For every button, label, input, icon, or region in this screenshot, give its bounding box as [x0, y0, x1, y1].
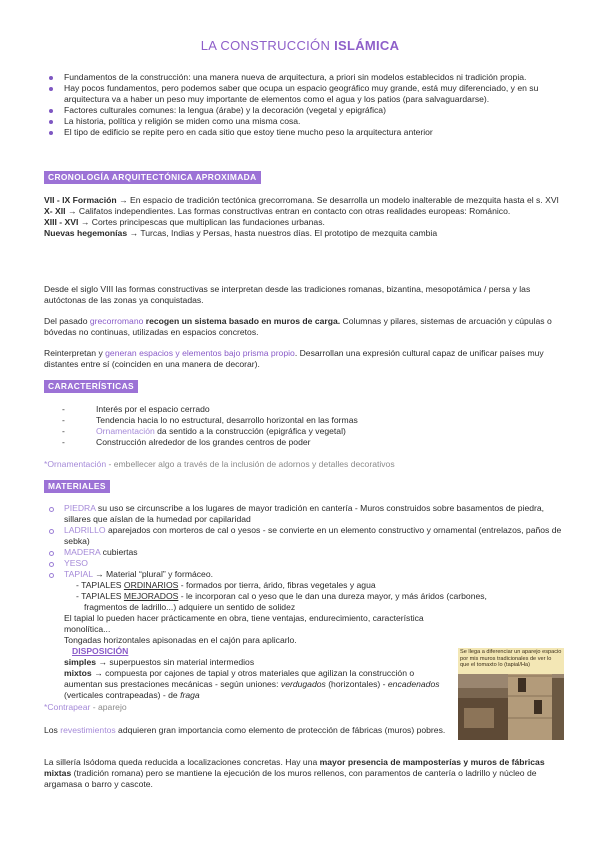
intro-bullet: Hay pocos fundamentos, pero podemos saber que ocupa un espacio geográfico muy grande, está muy diferenciado, y en su arquitectura va a haber un peso muy importante de elementos como el agua y los patios (para salvaguardarse).: [44, 83, 564, 105]
material-text: cubiertas: [100, 547, 138, 557]
bold-text: simples: [64, 657, 97, 667]
cronologia-row: [44, 217, 564, 228]
note-definition: - embellecer algo a través de la inclusión de adornos y detalles decorativos: [106, 459, 395, 469]
row-label: VII - IX Formación: [44, 195, 117, 205]
row-text: → Califatos independientes. Las formas constructivas entran en contacto con otras realidades europeas: Románico.: [65, 206, 511, 216]
intro-section: [44, 72, 564, 138]
disposicion-simples: [64, 657, 452, 668]
italic-text: encadenados: [387, 679, 440, 689]
text-run: - TAPIALES: [76, 591, 124, 601]
paragraph-text: [44, 348, 564, 370]
section-heading-caracteristicas: CARACTERÍSTICAS: [44, 380, 138, 393]
cronologia-paragraph-2: [44, 316, 564, 338]
text-run: . Desarrollan una expresión cultural capaz de unificar países muy distantes entre sí (coinciden en una manera de decorar).: [44, 348, 544, 369]
italic-text: fraga: [180, 690, 200, 700]
caracteristicas-list-wrap: [44, 404, 564, 448]
materiales-list: [44, 503, 564, 580]
material-text: → Material “plural” y formáceo.: [92, 569, 214, 579]
row-text: → En espacio de tradición tectónica grecorromana. Se desarrolla un modelo inalterable de mezquita hasta el s. XVI: [116, 195, 559, 205]
section-heading-cronologia: CRONOLOGÍA ARQUITECTÓNICA APROXIMADA: [44, 171, 261, 184]
section-heading-materiales: MATERIALES: [44, 480, 110, 493]
row-label: X- XII: [44, 206, 66, 216]
paragraph-text: [44, 316, 564, 338]
bold-text: mayor presencia de mamposterías y muros de fábricas mixtas: [44, 757, 545, 778]
intro-bullet: Factores culturales comunes: la lengua (árabe) y la decoración (vegetal y epigráfica): [44, 105, 564, 116]
row-label: XIII - XVI: [44, 217, 79, 227]
paragraph-text: Tongadas horizontales apisonadas en el cajón para aplicarlo.: [64, 635, 297, 645]
text-run: Columnas y pilares, sistemas de arcuación y cúpulas o bóvedas no continuas, utilizadas en espacios concretos.: [44, 316, 552, 337]
note-term: *Ornamentación: [44, 459, 107, 469]
cronologia-row: [44, 206, 564, 217]
paragraph-text: El tapial lo pueden hacer prácticamente en obra, tiene ventajas, endurecimiento, característica monolítica...: [64, 613, 424, 634]
text-run: (tradición romana) pero se mantiene la ejecución de los muros rellenos, con paramentos de cantería o ladrillo y núcleo de argamasa o barro y cascote.: [44, 768, 537, 789]
disposicion-heading-wrap: [72, 646, 452, 657]
text-run: (horizontales) -: [325, 679, 388, 689]
text-run: - formados por tierra, árido, fibras vegetales y agua: [178, 580, 376, 590]
material-text: aparejados con morteros de cal o yesos - se convierte en un elemento constructivo y ornamental (entrelazos, paños de sebka): [64, 525, 562, 546]
ornamentacion-note: [44, 459, 564, 470]
underlined-text: ORDINARIOS: [123, 580, 179, 590]
page-title: [0, 40, 600, 51]
item-text: Interés por el espacio cerrado: [96, 404, 210, 414]
material-item-piedra: [44, 503, 564, 525]
underlined-text: MEJORADOS: [123, 591, 179, 601]
title-main: LA CONSTRUCCIÓN: [200, 38, 331, 53]
row-label: Nuevas hegemonías: [44, 228, 128, 238]
intro-list: [44, 72, 564, 138]
cronologia-paragraph-3: [44, 348, 564, 370]
cronologia-paragraph-1: [44, 284, 564, 306]
caracteristica-item: [44, 415, 564, 426]
text-run: adquieren gran importancia como elemento de protección de fábricas (muros) pobres.: [115, 725, 446, 735]
title-accent: ISLÁMICA: [334, 38, 400, 53]
text-run: → superpuestos sin material intermedios: [96, 657, 255, 667]
disposicion-body: [64, 657, 452, 701]
item-text: da sentido a la construcción (epigráfica y vegetal): [154, 426, 346, 436]
material-item-yeso: [44, 558, 564, 569]
italic-text: verdugados: [280, 679, 326, 689]
material-name: MADERA: [64, 547, 101, 557]
item-text: Construcción alrededor de los grandes centros de poder: [96, 437, 311, 447]
tapial-notes: [64, 613, 464, 646]
highlight-text: grecorromano: [89, 316, 144, 326]
row-text: → Turcas, Indias y Persas, hasta nuestros días. El prototipo de mezquita cambia: [127, 228, 438, 238]
caracteristica-item: [44, 404, 564, 415]
material-item-ladrillo: [44, 525, 564, 547]
highlight-text: generan espacios y elementos bajo prisma propio: [105, 348, 295, 358]
material-name: YESO: [64, 558, 88, 568]
cronologia-rows: [44, 195, 564, 239]
text-run: La sillería Isódoma queda reducida a localizaciones concretas. Hay una: [44, 757, 320, 767]
caracteristica-item: [44, 426, 564, 437]
material-name: LADRILLO: [64, 525, 106, 535]
tapial-subtype: [76, 580, 500, 591]
text-run: - TAPIALES: [76, 580, 124, 590]
text-run: - le incorporan cal o yeso que le dan una dureza mayor, y más áridos (carbones, fragmentos de ladrillo...) adquiere un sentido de solidez: [84, 591, 487, 612]
item-text: Tendencia hacia lo no estructural, desarrollo horizontal en las formas: [96, 415, 358, 425]
note-text: [44, 459, 564, 470]
note-definition: - aparejo: [90, 702, 127, 712]
paragraph-text: Desde el siglo VIII las formas constructivas se interpretan desde las tradiciones romanas, bizantina, mesopotámica / persa y las autóctonas de las zonas ya conquistadas.: [44, 284, 531, 305]
row-text: → Cortes principescas que multiplican las fundaciones urbanas.: [78, 217, 325, 227]
disposicion-heading: DISPOSICIÓN: [72, 646, 129, 656]
paragraph-text: [44, 725, 564, 736]
highlight-text: revestimientos: [60, 725, 116, 735]
disposicion-mixtos: [64, 668, 452, 701]
intro-bullet: La historia, política y religión se miden como una misma cosa.: [44, 116, 564, 127]
caracteristica-item: [44, 437, 564, 448]
material-text: su uso se circunscribe a los lugares de mayor tradición en cantería - Muros construidos sobre basamentos de piedra, sillares que aíslan de la humedad por capilaridad: [64, 503, 545, 524]
silleria-paragraph: [44, 757, 564, 790]
revestimientos-paragraph: [44, 725, 564, 736]
tapial-subtypes: [76, 580, 500, 613]
material-item-tapial: [44, 569, 564, 580]
text-run: Los: [44, 725, 61, 735]
bold-text: mixtos: [64, 668, 92, 678]
material-item-madera: [44, 547, 564, 558]
paragraph-text: [44, 757, 564, 790]
tapial-subtype: [76, 591, 500, 613]
text-run: → compuesta por cajones de tapial y otros materiales que agilizan la construcción o aumentan sus prestaciones mecánicas - según uniones:: [64, 668, 415, 689]
intro-bullet: El tipo de edificio se repite pero en cada sitio que estoy tiene mucho peso la arquitectura anterior: [44, 127, 564, 138]
photo-caption: Se llega a diferenciar un aparejo espacio por mis muros tradicionales de ver lo que el tomaxto lo (tapial/Ha): [458, 648, 564, 674]
material-name: TAPIAL: [64, 569, 93, 579]
caracteristicas-list: [44, 404, 564, 448]
text-run: (verticales contrapeadas) - de: [64, 690, 181, 700]
text-run: Reinterpretan y: [44, 348, 106, 358]
note-term: *Contrapear: [44, 702, 91, 712]
text-run: Del pasado: [44, 316, 90, 326]
material-name: PIEDRA: [64, 503, 96, 513]
cronologia-row: [44, 228, 564, 239]
intro-bullet: Fundamentos de la construcción: una manera nueva de arquitectura, a priori sin modelos establecidos ni tradición propia.: [44, 72, 564, 83]
cronologia-row: [44, 195, 564, 206]
bold-text: recogen un sistema basado en muros de carga.: [143, 316, 341, 326]
highlight-text: Ornamentación: [96, 426, 155, 436]
materiales-list-wrap: [44, 503, 564, 580]
